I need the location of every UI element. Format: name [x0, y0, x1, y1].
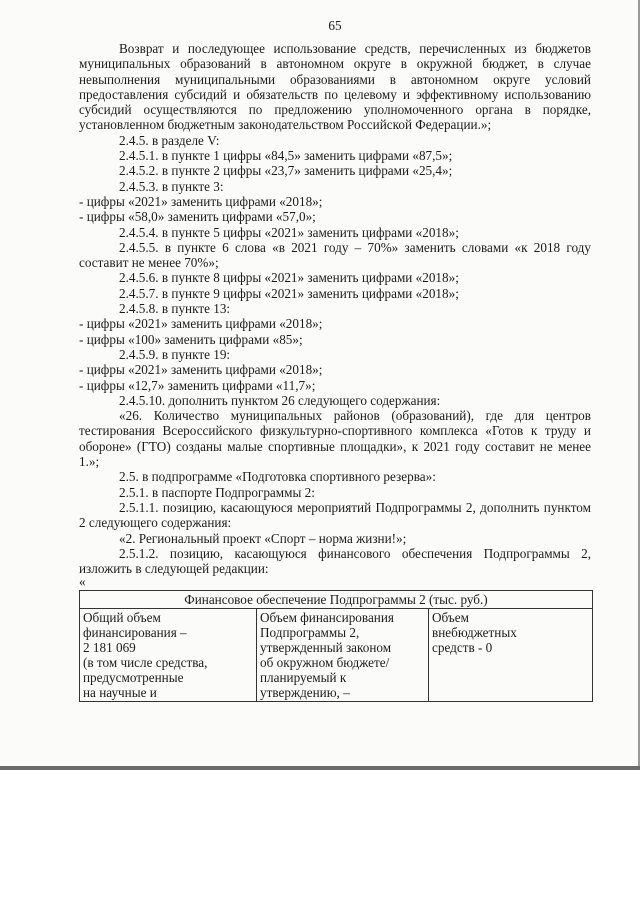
cell-line: Подпрограммы 2, [260, 625, 360, 641]
paragraph: 2.5.1.2. позицию, касающуюся финансового обеспечения Подпрограммы 2, изложить в следующей редакции: [79, 545, 591, 577]
cell-line: внебюджетных [432, 625, 517, 641]
paragraph: 2.4.5.10. дополнить пунктом 26 следующего содержания: [119, 392, 441, 408]
paragraph: 2.4.5.2. в пункте 2 цифры «23,7» заменить цифрами «25,4»; [119, 163, 453, 179]
cell-line: 2 181 069 [83, 640, 136, 656]
paragraph: 2.4.5.8. в пункте 13: [119, 301, 231, 317]
paragraph: 2.5.1. в паспорте Подпрограммы 2: [119, 484, 315, 500]
table-cell-budget [257, 609, 429, 702]
list-item: - цифры «2021» заменить цифрами «2018»; [79, 316, 323, 332]
paragraph: 2.4.5.9. в пункте 19: [119, 346, 231, 362]
cell-line: утвержденный законом [260, 640, 392, 656]
table-header: Финансовое обеспечение Подпрограммы 2 (тыс. руб.) [80, 591, 593, 609]
paragraph: «26. Количество муниципальных районов (образований), где для центров тестирования Всероссийского физкультурно-спортивного комплекса «Готов к труду и обороне» (ГТО) созданы малые спортивные площадки», к 2021 году составит не менее 1.»; [79, 408, 591, 470]
cell-line: предусмотренные [83, 670, 184, 686]
paragraph: «2. Региональный проект «Спорт – норма жизни!»; [119, 530, 407, 546]
cell-line: на научные и [83, 685, 157, 701]
paragraph: 2.4.5.4. в пункте 5 цифры «2021» заменить цифрами «2018»; [119, 224, 459, 240]
cell-line: Объем финансирования [260, 610, 394, 626]
cell-line: об окружном бюджете/ [260, 655, 390, 671]
cell-line: средств - 0 [432, 640, 493, 656]
list-item: - цифры «12,7» заменить цифрами «11,7»; [79, 377, 316, 393]
paragraph: 2.4.5.7. в пункте 9 цифры «2021» заменить цифрами «2018»; [119, 285, 459, 301]
paragraph: 2.5.1.1. позицию, касающуюся мероприятий Подпрограммы 2, дополнить пунктом 2 следующего содержания: [79, 499, 591, 531]
paragraph: 2.4.5.3. в пункте 3: [119, 178, 224, 194]
opening-quote: « [79, 574, 86, 590]
cell-line: Общий объем [83, 610, 161, 626]
document-body [79, 41, 591, 702]
list-item: - цифры «58,0» заменить цифрами «57,0»; [79, 209, 316, 225]
cell-line: финансирования – [83, 625, 187, 641]
cell-line: утверждению, – [260, 685, 350, 701]
table-cell-total [80, 609, 257, 702]
paragraph: 2.4.5.5. в пункте 6 слова «в 2021 году – 70%» заменить словами «к 2018 году составит не менее 70%»; [79, 239, 591, 271]
financing-table [79, 590, 593, 702]
paragraph: 2.4.5. в разделе V: [119, 132, 220, 148]
scan-edge [0, 766, 640, 770]
cell-line: Объем [432, 610, 469, 626]
paragraph: 2.4.5.1. в пункте 1 цифры «84,5» заменить цифрами «87,5»; [119, 148, 453, 164]
list-item: - цифры «100» заменить цифрами «85»; [79, 331, 303, 347]
table-cell-extrabudget [429, 609, 593, 702]
list-item: - цифры «2021» заменить цифрами «2018»; [79, 362, 323, 378]
cell-line: планируемый к [260, 670, 347, 686]
page-number: 65 [328, 18, 342, 33]
list-item: - цифры «2021» заменить цифрами «2018»; [79, 193, 323, 209]
paragraph: 2.5. в подпрограмме «Подготовка спортивного резерва»: [119, 469, 436, 485]
paragraph: Возврат и последующее использование средств, перечисленных из бюджетов муниципальных образований в автономном округе в окружной бюджет, в случае невыполнения муниципальными образованиями в автономном округе условий предоставления субсидий и обязательств по целевому и эффективному использованию субсидий осуществляются по предложению уполномоченного органа в порядке, установленном бюджетным законодательством Российской Федерации.»; [79, 41, 591, 133]
cell-line: (в том числе средства, [83, 655, 208, 671]
paragraph: 2.4.5.6. в пункте 8 цифры «2021» заменить цифрами «2018»; [119, 270, 459, 286]
